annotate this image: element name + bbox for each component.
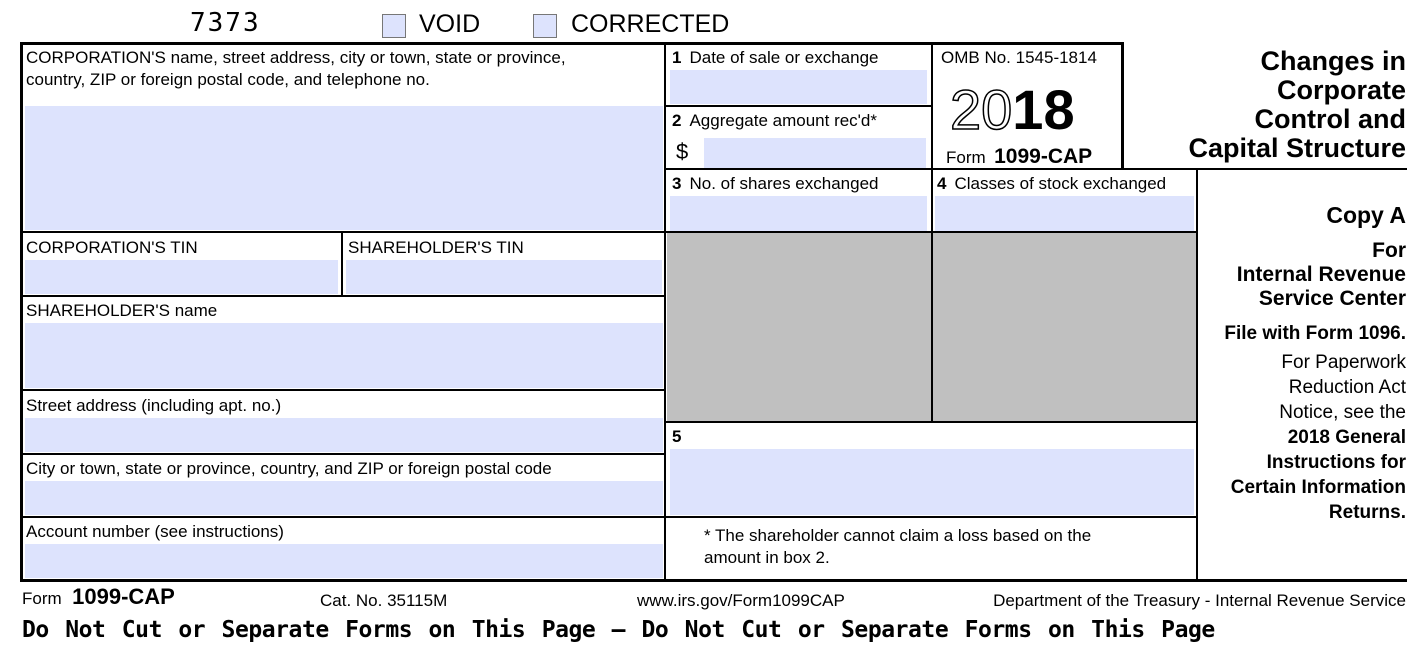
account-number-field[interactable] <box>25 544 663 578</box>
void-label: VOID <box>419 10 481 38</box>
copy-irs-line1: Internal Revenue <box>1236 263 1406 286</box>
copy-for-label: For <box>1372 239 1406 262</box>
footnote-line1: * The shareholder cannot claim a loss based on the <box>704 526 1092 545</box>
divider-left-column <box>664 44 666 581</box>
dollar-sign: $ <box>676 139 689 164</box>
form-title-line4: Capital Structure <box>1188 133 1406 163</box>
box1-label <box>672 47 878 69</box>
paperwork-line3: Notice, see the <box>1279 402 1406 423</box>
form-bottom-border <box>20 579 1407 582</box>
tax-year-bold: 18 <box>1012 78 1075 141</box>
irs-url[interactable]: www.irs.gov/Form1099CAP <box>637 591 845 610</box>
tax-year <box>950 80 1075 140</box>
corrected-label: CORRECTED <box>571 10 730 38</box>
catalog-number: Cat. No. 35115M <box>320 591 448 610</box>
form-title <box>1188 47 1406 163</box>
form-left-border <box>20 42 23 581</box>
city-state-zip-field[interactable] <box>25 481 663 515</box>
tax-year-outline: 20 <box>950 78 1013 141</box>
box2-number: 2 <box>672 111 682 130</box>
box1-number: 1 <box>672 48 682 67</box>
form-title-line3: Control and <box>1254 104 1406 134</box>
line-under-street <box>22 453 665 455</box>
box4-label <box>937 173 1166 195</box>
omb-form-name <box>946 145 1092 169</box>
box1-text: Date of sale or exchange <box>689 48 879 67</box>
box3-number: 3 <box>672 174 682 193</box>
paperwork-line2: Reduction Act <box>1288 377 1406 398</box>
box3-label <box>672 173 878 195</box>
file-with-1096: File with Form 1096. <box>1224 323 1406 344</box>
shaded-box-left <box>667 233 931 421</box>
omb-form-code: 1099-CAP <box>994 145 1093 168</box>
box5-label <box>672 426 689 448</box>
form-top-border <box>20 42 1124 45</box>
instructions-line1: 2018 General <box>1287 427 1406 448</box>
line-above-box5 <box>666 421 1197 423</box>
line-under-box1 <box>666 105 932 107</box>
box5-field[interactable] <box>670 449 1194 515</box>
box4-text: Classes of stock exchanged <box>954 174 1167 193</box>
instructions-line2: Instructions for <box>1266 452 1406 473</box>
shareholder-tin-label: SHAREHOLDER'S TIN <box>348 238 524 257</box>
line-under-city <box>22 516 1197 518</box>
city-state-zip-label: City or town, state or province, country, and ZIP or foreign postal code <box>26 459 552 478</box>
void-checkbox[interactable] <box>382 14 406 38</box>
omb-number: OMB No. 1545-1814 <box>941 48 1097 67</box>
corporation-name-address-field[interactable] <box>25 106 663 230</box>
paperwork-line1: For Paperwork <box>1281 352 1406 373</box>
form-title-line1: Changes in <box>1260 46 1406 76</box>
do-not-cut-banner: Do Not Cut or Separate Forms on This Page — Do Not Cut or Separate Forms on This Page <box>22 617 1215 643</box>
box3-shares-field[interactable] <box>670 196 927 231</box>
instructions-line3: Certain Information <box>1230 477 1406 498</box>
box1-date-field[interactable] <box>670 70 927 104</box>
street-address-label: Street address (including apt. no.) <box>26 396 282 415</box>
corporation-tin-field[interactable] <box>25 260 338 294</box>
corporation-name-label: CORPORATION'S name, street address, city or town, state or province, <box>26 48 566 67</box>
box2-amount-field[interactable] <box>704 138 926 168</box>
divider-tin <box>341 233 343 296</box>
line-under-tin <box>22 295 665 297</box>
box3-text: No. of shares exchanged <box>689 174 879 193</box>
street-address-field[interactable] <box>25 418 663 452</box>
box4-classes-field[interactable] <box>935 196 1194 231</box>
copy-panel <box>1201 200 1406 525</box>
form-title-line2: Corporate <box>1276 75 1406 105</box>
corporation-name-label-cont: country, ZIP or foreign postal code, and telephone no. <box>26 70 430 89</box>
department-label: Department of the Treasury - Internal Revenue Service <box>993 591 1406 610</box>
instructions-line4: Returns. <box>1328 502 1406 523</box>
footer-form-code: 1099-CAP <box>72 584 175 609</box>
shareholder-tin-field[interactable] <box>346 260 662 294</box>
shareholder-name-label: SHAREHOLDER'S name <box>26 301 218 320</box>
form-code: 7373 <box>190 8 261 38</box>
divider-copy-column <box>1196 168 1198 581</box>
copy-irs-line2: Service Center <box>1258 287 1406 310</box>
divider-omb <box>931 44 933 422</box>
copy-a-label: Copy A <box>1326 202 1406 228</box>
box2-text: Aggregate amount rec'd* <box>689 111 877 130</box>
account-number-label: Account number (see instructions) <box>26 522 284 541</box>
divider-omb-right <box>1121 44 1124 168</box>
shareholder-name-field[interactable] <box>25 323 663 388</box>
footnote-line2: amount in box 2. <box>704 548 830 567</box>
footer-form-name <box>22 584 175 610</box>
footer-form-word: Form <box>22 589 62 608</box>
box4-number: 4 <box>937 174 947 193</box>
corrected-checkbox[interactable] <box>533 14 557 38</box>
omb-form-word: Form <box>946 148 986 167</box>
line-under-sh-name <box>22 389 665 391</box>
line-under-corp-name <box>22 231 1197 233</box>
box5-number: 5 <box>672 427 682 446</box>
shaded-box-right <box>933 233 1197 421</box>
corporation-tin-label: CORPORATION'S TIN <box>26 238 198 257</box>
box2-label <box>672 110 877 132</box>
